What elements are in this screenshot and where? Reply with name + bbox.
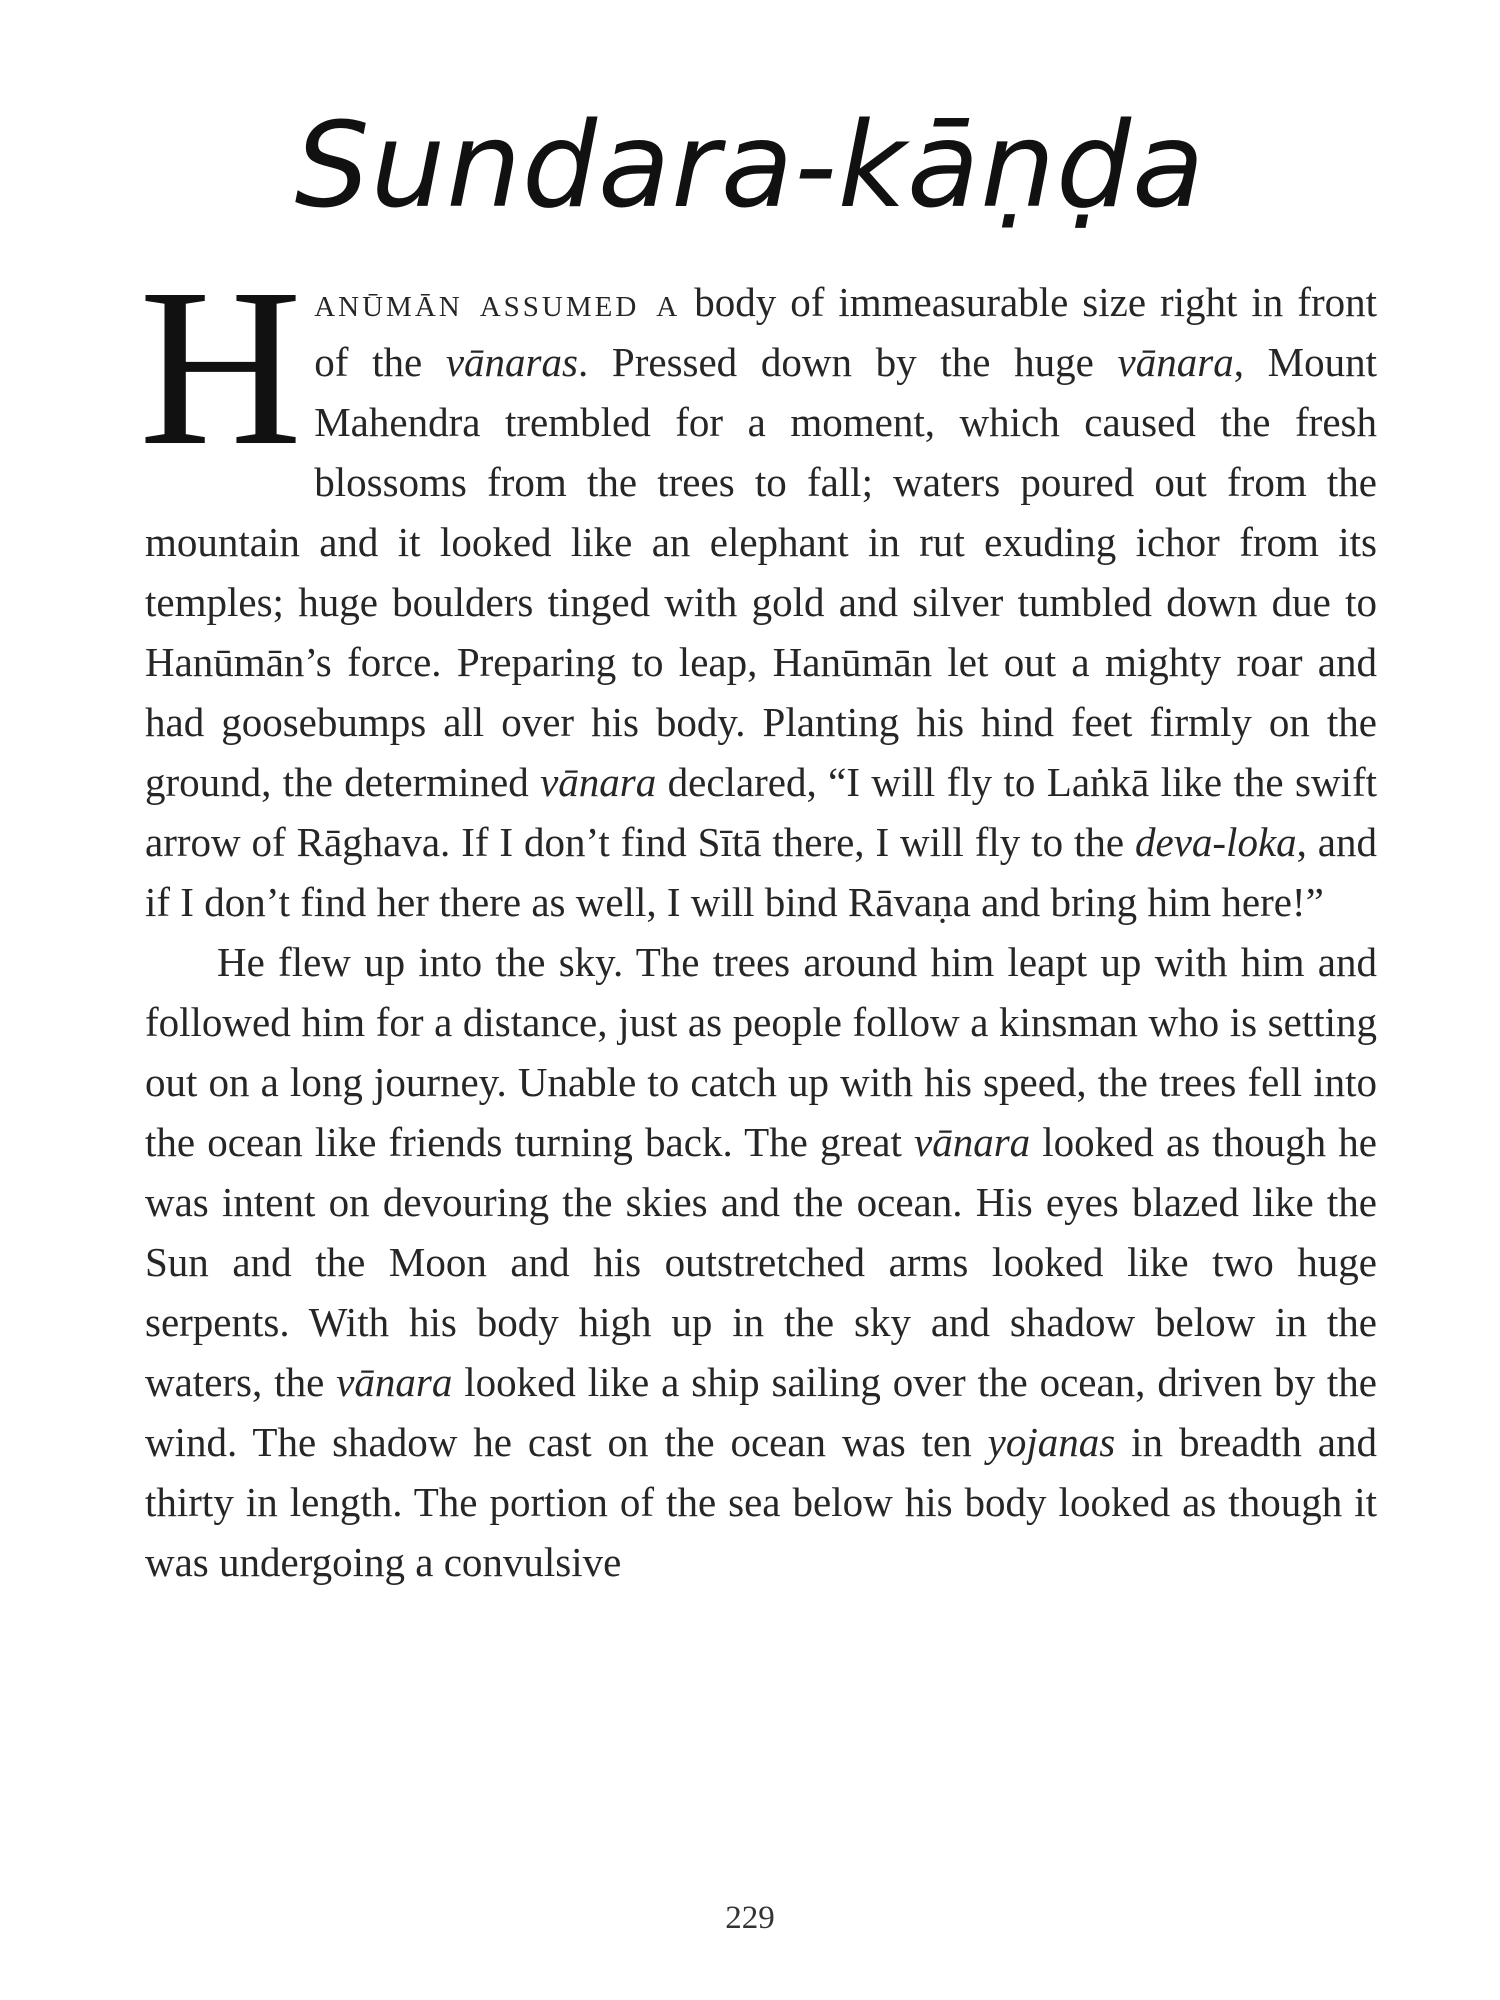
body-text — [139, 242, 1378, 1592]
text-run: looked as though he was intent on devouring the skies and the ocean. His eyes blazed like the Sun and the Moon and his outstretched arms looked like two huge serpents. With his body high up in the sky and shadow below in the waters, the — [145, 1119, 1377, 1405]
text-run: . Pressed down by the huge — [577, 339, 1118, 385]
text-run: declared, “I will fly to Laṅkā like the swift arrow of Rāghava. If I don’t find Sītā there, I will fly to the — [145, 759, 1377, 865]
paragraph-2 — [145, 932, 1377, 1592]
italic-term: vānara — [336, 1359, 453, 1405]
italic-term: deva-loka — [1135, 819, 1297, 865]
chapter-title: Sundara-kāṇḍa — [294, 96, 1206, 234]
italic-term: vānara — [540, 759, 657, 805]
text-run: He flew up into the sky. The trees around him leapt up with him and followed him for a distance, just as people follow a kinsman who is setting out on a long journey. Unable to catch up with his speed, the trees fell into the ocean like friends turning back. The great — [145, 939, 1377, 1165]
drop-cap: H — [139, 242, 303, 492]
text-run: , Mount Mahendra trembled for a moment, which caused the fresh blossoms from the trees to fall; waters poured out from the mountain and it looked like an elephant in rut exuding ichor from its temples; huge boulders tinged with gold and silver tumbled down due to Hanūmān’s force. Preparing to leap, Hanūmān let out a mighty roar and had goosebumps all over his body. Planting his hind feet firmly on the ground, the determined — [145, 339, 1377, 805]
lead-in-small-caps: anūmān assumed a — [314, 279, 681, 325]
paragraph-1 — [139, 242, 1378, 932]
page-number: 229 — [725, 1900, 775, 1936]
text-run: looked like a ship sailing over the ocean, driven by the wind. The shadow he cast on the ocean was ten — [145, 1359, 1377, 1465]
text-run: body of immeasurable size right in front of the — [314, 279, 1377, 385]
italic-term: vānara — [914, 1119, 1031, 1165]
text-run: in breadth and thirty in length. The portion of the sea below his body looked as though it was undergoing a convulsive — [145, 1419, 1377, 1585]
italic-term: yojanas — [987, 1419, 1116, 1465]
italic-term: vānara — [1117, 339, 1234, 385]
text-run: , and if I don’t find her there as well, I will bind Rāvaṇa and bring him here!” — [145, 819, 1378, 925]
italic-term: vānaras — [445, 339, 578, 385]
